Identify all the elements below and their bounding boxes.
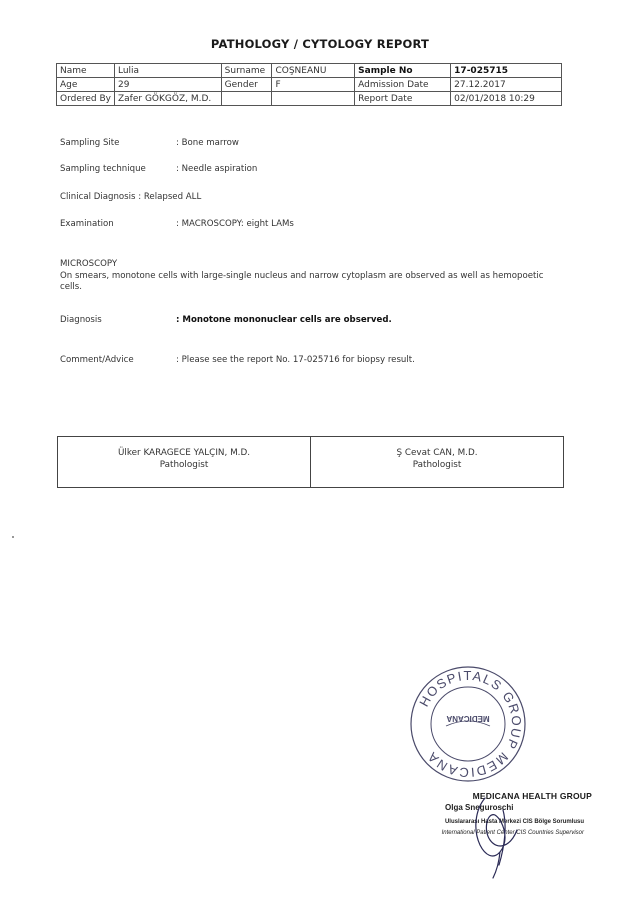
svg-text:MEDICANA: MEDICANA: [446, 714, 490, 723]
patient-info-table: [56, 63, 562, 106]
table-row: [57, 64, 562, 78]
table-row: [57, 78, 562, 92]
microscopy-text: On smears, monotone cells with large-single nucleus and narrow cytoplasm are observed as well as hemopoetic cells.: [60, 270, 544, 292]
sampling-technique-row: [60, 164, 258, 174]
examination-value: : MACROSCOPY: eight LAMs: [176, 219, 294, 229]
clinical-diagnosis: Clinical Diagnosis : Relapsed ALL: [60, 192, 202, 202]
supervisor-title-tr: Uluslararası Hasta Merkezi CIS Bölge Sorumlusu: [444, 819, 584, 825]
table-row: [57, 92, 562, 106]
ordered-by-value: Zafer GÖKGÖZ, M.D.: [115, 92, 222, 106]
sample-no-value: 17-025715: [451, 64, 562, 78]
diagnosis-label: Diagnosis: [60, 315, 102, 325]
report-date-value: 02/01/2018 10:29: [451, 92, 562, 106]
pathologist-role: Pathologist: [159, 460, 209, 470]
diagnosis-row: [60, 315, 392, 325]
sampling-technique-value: : Needle aspiration: [176, 164, 258, 174]
microscopy-heading: MICROSCOPY: [60, 259, 118, 269]
handwritten-signature-icon: [455, 790, 535, 880]
group-name: MEDICANA HEALTH GROUP: [472, 791, 592, 801]
comment-value: : Please see the report No. 17-025716 for biopsy result.: [176, 355, 415, 365]
signature-box: [57, 436, 564, 488]
sampling-site-row: [60, 138, 239, 148]
comment-label: Comment/Advice: [60, 355, 134, 365]
examination-label: Examination: [60, 219, 114, 229]
empty-cell: [221, 92, 272, 106]
signature-right: [310, 437, 563, 487]
name-value: Lulia: [115, 64, 222, 78]
empty-cell: [272, 92, 355, 106]
surname-label: Surname: [221, 64, 272, 78]
pathologist-name: Ş Cevat CAN, M.D.: [396, 448, 478, 458]
sampling-site-value: : Bone marrow: [176, 138, 239, 148]
svg-text:HOSPITALS GROUP MEDICANA: HOSPITALS GROUP MEDICANA: [416, 667, 525, 781]
pathologist-name: Ülker KARAGECE YALÇIN, M.D.: [117, 448, 251, 458]
report-title: PATHOLOGY / CYTOLOGY REPORT: [210, 37, 430, 51]
diagnosis-value: : Monotone mononuclear cells are observed.: [176, 315, 392, 325]
supervisor-title-en: International Patient Center CIS Countries Supervisor: [441, 830, 584, 836]
age-value: 29: [115, 78, 222, 92]
age-label: Age: [57, 78, 115, 92]
admission-date-value: 27.12.2017: [451, 78, 562, 92]
surname-value: COŞNEANU: [272, 64, 355, 78]
examination-row: [60, 219, 294, 229]
ordered-by-label: Ordered By: [57, 92, 115, 106]
sample-no-label: Sample No: [355, 64, 451, 78]
supervisor-name: Olga Sneguroschi: [445, 803, 514, 812]
gender-label: Gender: [221, 78, 272, 92]
microscopy-section: [60, 259, 560, 294]
speck-mark: [12, 536, 14, 538]
report-date-label: Report Date: [355, 92, 451, 106]
comment-row: [60, 355, 415, 365]
name-label: Name: [57, 64, 115, 78]
signature-left: [58, 437, 310, 487]
hospital-stamp-icon: [408, 664, 528, 784]
gender-value: F: [272, 78, 355, 92]
sampling-site-label: Sampling Site: [60, 138, 120, 148]
sampling-technique-label: Sampling technique: [60, 164, 146, 174]
pathologist-role: Pathologist: [412, 460, 462, 470]
admission-date-label: Admission Date: [355, 78, 451, 92]
